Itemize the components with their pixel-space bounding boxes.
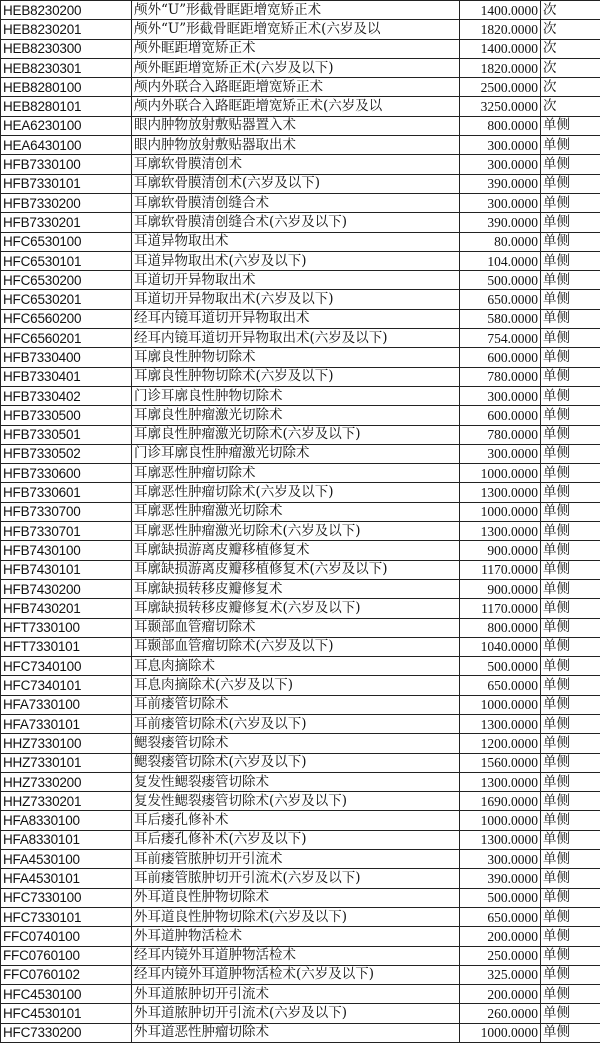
procedure-name-cell: 鳃裂瘘管切除术: [132, 734, 460, 753]
procedure-name-cell: 眼内肿物放射敷贴器置入术: [132, 116, 460, 135]
price-cell: 650.0000: [460, 907, 541, 926]
unit-cell: 单侧: [541, 695, 600, 714]
unit-cell: 单侧: [541, 599, 600, 618]
table-row: [1, 174, 600, 193]
unit-cell: 次: [541, 39, 600, 58]
table-row: [1, 772, 600, 791]
procedure-code-cell: HFA7330100: [1, 695, 132, 714]
procedure-code-cell: HFB7330401: [1, 367, 132, 386]
unit-cell: 单侧: [541, 714, 600, 733]
procedure-code-cell: HFB7330501: [1, 425, 132, 444]
unit-cell: 单侧: [541, 869, 600, 888]
price-cell: 2500.0000: [460, 78, 541, 97]
price-cell: 390.0000: [460, 213, 541, 232]
unit-cell: 单侧: [541, 348, 600, 367]
procedure-code-cell: HFC6530100: [1, 232, 132, 251]
unit-cell: 单侧: [541, 386, 600, 405]
table-row: [1, 850, 600, 869]
price-cell: 900.0000: [460, 541, 541, 560]
procedure-code-cell: HEA6230100: [1, 116, 132, 135]
procedure-name-cell: 耳廓缺损转移皮瓣修复术(六岁及以下): [132, 599, 460, 618]
table-row: [1, 560, 600, 579]
procedure-name-cell: 耳后瘘孔修补术(六岁及以下): [132, 830, 460, 849]
table-row: [1, 599, 600, 618]
procedure-code-cell: HFB7330500: [1, 406, 132, 425]
price-cell: 300.0000: [460, 193, 541, 212]
price-cell: 500.0000: [460, 271, 541, 290]
procedure-name-cell: 外耳道脓肿切开引流术: [132, 985, 460, 1004]
procedure-code-cell: HFT7330101: [1, 637, 132, 656]
procedure-name-cell: 耳息肉摘除术: [132, 657, 460, 676]
procedure-code-cell: HEB8230200: [1, 1, 132, 20]
table-row: [1, 348, 600, 367]
procedure-name-cell: 经耳内镜耳道切开异物取出术: [132, 309, 460, 328]
price-cell: 1300.0000: [460, 483, 541, 502]
unit-cell: 单侧: [541, 116, 600, 135]
procedure-name-cell: 外耳道脓肿切开引流术(六岁及以下): [132, 1004, 460, 1023]
unit-cell: 单侧: [541, 425, 600, 444]
unit-cell: 单侧: [541, 946, 600, 965]
table-row: [1, 811, 600, 830]
procedure-code-cell: HFB7330200: [1, 193, 132, 212]
procedure-name-cell: 耳廓良性肿瘤激光切除术: [132, 406, 460, 425]
table-row: [1, 97, 600, 116]
table-row: [1, 290, 600, 309]
procedure-name-cell: 耳廓软骨膜清创缝合术(六岁及以下): [132, 213, 460, 232]
procedure-code-cell: HEB8230201: [1, 20, 132, 39]
procedure-code-cell: HFB7330101: [1, 174, 132, 193]
table-row: [1, 502, 600, 521]
unit-cell: 次: [541, 97, 600, 116]
table-row: [1, 579, 600, 598]
procedure-name-cell: 耳廓良性肿物切除术: [132, 348, 460, 367]
price-cell: 390.0000: [460, 869, 541, 888]
procedure-code-cell: HEB8280100: [1, 78, 132, 97]
table-row: [1, 927, 600, 946]
price-cell: 1820.0000: [460, 20, 541, 39]
table-row: [1, 965, 600, 984]
procedure-code-cell: HEB8280101: [1, 97, 132, 116]
unit-cell: 次: [541, 58, 600, 77]
procedure-name-cell: 耳颞部血管瘤切除术(六岁及以下): [132, 637, 460, 656]
procedure-code-cell: HFA8330100: [1, 811, 132, 830]
procedure-code-cell: HFB7430100: [1, 541, 132, 560]
price-cell: 300.0000: [460, 155, 541, 174]
price-cell: 250.0000: [460, 946, 541, 965]
table-row: [1, 1004, 600, 1023]
price-cell: 780.0000: [460, 367, 541, 386]
table-row: [1, 271, 600, 290]
procedure-name-cell: 耳前瘘管切除术: [132, 695, 460, 714]
table-row: [1, 406, 600, 425]
price-cell: 754.0000: [460, 329, 541, 348]
unit-cell: 单侧: [541, 444, 600, 463]
price-cell: 390.0000: [460, 174, 541, 193]
table-row: [1, 753, 600, 772]
procedure-code-cell: HEB8230300: [1, 39, 132, 58]
procedure-code-cell: HFA8330101: [1, 830, 132, 849]
unit-cell: 单侧: [541, 772, 600, 791]
procedure-name-cell: 经耳内镜外耳道肿物活检术(六岁及以下): [132, 965, 460, 984]
price-cell: 1000.0000: [460, 811, 541, 830]
procedure-name-cell: 耳廓恶性肿瘤激光切除术(六岁及以下): [132, 522, 460, 541]
price-cell: 650.0000: [460, 290, 541, 309]
price-cell: 1300.0000: [460, 830, 541, 849]
table-row: [1, 830, 600, 849]
unit-cell: 次: [541, 78, 600, 97]
unit-cell: 单侧: [541, 464, 600, 483]
table-row: [1, 78, 600, 97]
table-row: [1, 386, 600, 405]
unit-cell: 单侧: [541, 734, 600, 753]
table-row: [1, 329, 600, 348]
procedure-code-cell: HFB7330701: [1, 522, 132, 541]
unit-cell: 单侧: [541, 329, 600, 348]
procedure-code-cell: HFB7330601: [1, 483, 132, 502]
price-cell: 200.0000: [460, 927, 541, 946]
procedure-code-cell: HHZ7330100: [1, 734, 132, 753]
table-row: [1, 20, 600, 39]
procedure-code-cell: HFC7330101: [1, 907, 132, 926]
unit-cell: 单侧: [541, 888, 600, 907]
procedure-code-cell: HFB7430201: [1, 599, 132, 618]
procedure-name-cell: 耳道异物取出术(六岁及以下): [132, 251, 460, 270]
price-cell: 1560.0000: [460, 753, 541, 772]
procedure-code-cell: HFC7330100: [1, 888, 132, 907]
price-cell: 1690.0000: [460, 792, 541, 811]
table-row: [1, 792, 600, 811]
procedure-code-cell: FFC0760102: [1, 965, 132, 984]
procedure-code-cell: HFB7330400: [1, 348, 132, 367]
table-row: [1, 232, 600, 251]
procedure-code-cell: HFC7340101: [1, 676, 132, 695]
procedure-name-cell: 耳后瘘孔修补术: [132, 811, 460, 830]
procedure-name-cell: 耳廓缺损转移皮瓣修复术: [132, 579, 460, 598]
procedure-name-cell: 耳廓良性肿瘤激光切除术(六岁及以下): [132, 425, 460, 444]
unit-cell: 单侧: [541, 792, 600, 811]
unit-cell: 单侧: [541, 483, 600, 502]
procedure-name-cell: 颅内外联合入路眶距增宽矫正术: [132, 78, 460, 97]
price-cell: 1200.0000: [460, 734, 541, 753]
procedure-code-cell: HFB7330402: [1, 386, 132, 405]
unit-cell: 单侧: [541, 174, 600, 193]
unit-cell: 单侧: [541, 193, 600, 212]
price-cell: 300.0000: [460, 386, 541, 405]
procedure-name-cell: 外耳道恶性肿瘤切除术: [132, 1023, 460, 1042]
table-body: [1, 1, 600, 1043]
procedure-code-cell: HFA4530100: [1, 850, 132, 869]
procedure-code-cell: HFC7340100: [1, 657, 132, 676]
price-cell: 200.0000: [460, 985, 541, 1004]
unit-cell: 次: [541, 20, 600, 39]
table-row: [1, 444, 600, 463]
price-cell: 1400.0000: [460, 39, 541, 58]
table-row: [1, 1, 600, 20]
table-row: [1, 985, 600, 1004]
unit-cell: 单侧: [541, 927, 600, 946]
procedure-name-cell: 耳道切开异物取出术(六岁及以下): [132, 290, 460, 309]
price-cell: 650.0000: [460, 676, 541, 695]
procedure-code-cell: HFC4530101: [1, 1004, 132, 1023]
unit-cell: 单侧: [541, 676, 600, 695]
price-cell: 1000.0000: [460, 502, 541, 521]
procedure-name-cell: 外耳道良性肿物切除术: [132, 888, 460, 907]
price-cell: 800.0000: [460, 618, 541, 637]
price-cell: 580.0000: [460, 309, 541, 328]
unit-cell: 单侧: [541, 213, 600, 232]
procedure-name-cell: 耳息肉摘除术(六岁及以下): [132, 676, 460, 695]
procedure-code-cell: HFC4530100: [1, 985, 132, 1004]
table-row: [1, 946, 600, 965]
table-row: [1, 541, 600, 560]
procedure-name-cell: 耳廓良性肿物切除术(六岁及以下): [132, 367, 460, 386]
procedure-code-cell: HFB7330100: [1, 155, 132, 174]
unit-cell: 单侧: [541, 850, 600, 869]
price-cell: 1170.0000: [460, 560, 541, 579]
procedure-name-cell: 耳前瘘管脓肿切开引流术(六岁及以下): [132, 869, 460, 888]
price-cell: 1300.0000: [460, 772, 541, 791]
procedure-name-cell: 门诊耳廓良性肿瘤激光切除术: [132, 444, 460, 463]
procedure-code-cell: HFC6560201: [1, 329, 132, 348]
price-cell: 1170.0000: [460, 599, 541, 618]
procedure-code-cell: HEA6430100: [1, 136, 132, 155]
procedure-name-cell: 耳前瘘管切除术(六岁及以下): [132, 714, 460, 733]
procedure-name-cell: 耳颞部血管瘤切除术: [132, 618, 460, 637]
procedure-name-cell: 耳道切开异物取出术: [132, 271, 460, 290]
procedure-name-cell: 颅外眶距增宽矫正术: [132, 39, 460, 58]
procedure-code-cell: HFC7330200: [1, 1023, 132, 1042]
procedure-code-cell: HFB7330201: [1, 213, 132, 232]
procedure-code-cell: HEB8230301: [1, 58, 132, 77]
unit-cell: 单侧: [541, 579, 600, 598]
price-cell: 780.0000: [460, 425, 541, 444]
table-row: [1, 39, 600, 58]
procedure-name-cell: 耳廓软骨膜清创术(六岁及以下): [132, 174, 460, 193]
unit-cell: 单侧: [541, 618, 600, 637]
price-cell: 1820.0000: [460, 58, 541, 77]
unit-cell: 单侧: [541, 637, 600, 656]
table-row: [1, 637, 600, 656]
price-cell: 1000.0000: [460, 695, 541, 714]
table-row: [1, 58, 600, 77]
procedure-name-cell: 耳廓软骨膜清创缝合术: [132, 193, 460, 212]
table-row: [1, 116, 600, 135]
procedure-code-cell: HFB7430200: [1, 579, 132, 598]
unit-cell: 单侧: [541, 657, 600, 676]
price-cell: 900.0000: [460, 579, 541, 598]
unit-cell: 单侧: [541, 753, 600, 772]
procedure-code-cell: HHZ7330201: [1, 792, 132, 811]
procedure-code-cell: HFC6560200: [1, 309, 132, 328]
unit-cell: 单侧: [541, 985, 600, 1004]
procedure-name-cell: 经耳内镜耳道切开异物取出术(六岁及以下): [132, 329, 460, 348]
table-row: [1, 695, 600, 714]
procedure-name-cell: 耳廓恶性肿瘤切除术(六岁及以下): [132, 483, 460, 502]
price-cell: 104.0000: [460, 251, 541, 270]
price-cell: 300.0000: [460, 850, 541, 869]
procedure-name-cell: 颅外“U”形截骨眶距增宽矫正术: [132, 1, 460, 20]
price-cell: 300.0000: [460, 136, 541, 155]
price-cell: 300.0000: [460, 444, 541, 463]
table-row: [1, 1023, 600, 1042]
table-row: [1, 734, 600, 753]
table-row: [1, 888, 600, 907]
unit-cell: 单侧: [541, 136, 600, 155]
procedure-name-cell: 颅外眶距增宽矫正术(六岁及以下): [132, 58, 460, 77]
table-row: [1, 483, 600, 502]
procedure-name-cell: 经耳内镜外耳道肿物活检术: [132, 946, 460, 965]
table-row: [1, 714, 600, 733]
procedure-code-cell: HFC6530200: [1, 271, 132, 290]
procedure-name-cell: 耳廓恶性肿瘤激光切除术: [132, 502, 460, 521]
procedure-name-cell: 耳道异物取出术: [132, 232, 460, 251]
unit-cell: 单侧: [541, 271, 600, 290]
unit-cell: 单侧: [541, 830, 600, 849]
price-cell: 600.0000: [460, 406, 541, 425]
table-row: [1, 522, 600, 541]
table-row: [1, 251, 600, 270]
procedure-code-cell: HFA7330101: [1, 714, 132, 733]
procedure-name-cell: 外耳道肿物活检术: [132, 927, 460, 946]
price-cell: 500.0000: [460, 888, 541, 907]
table-row: [1, 618, 600, 637]
price-cell: 325.0000: [460, 965, 541, 984]
procedure-name-cell: 外耳道良性肿物切除术(六岁及以下): [132, 907, 460, 926]
price-cell: 800.0000: [460, 116, 541, 135]
unit-cell: 单侧: [541, 965, 600, 984]
unit-cell: 单侧: [541, 232, 600, 251]
procedure-code-cell: HFB7330502: [1, 444, 132, 463]
unit-cell: 单侧: [541, 1023, 600, 1042]
unit-cell: 单侧: [541, 811, 600, 830]
procedure-code-cell: HFB7330700: [1, 502, 132, 521]
unit-cell: 单侧: [541, 1004, 600, 1023]
procedure-name-cell: 复发性鳃裂瘘管切除术: [132, 772, 460, 791]
price-cell: 500.0000: [460, 657, 541, 676]
price-cell: 260.0000: [460, 1004, 541, 1023]
table-row: [1, 869, 600, 888]
price-cell: 1400.0000: [460, 1, 541, 20]
table-row: [1, 907, 600, 926]
procedure-name-cell: 耳前瘘管脓肿切开引流术: [132, 850, 460, 869]
procedure-code-cell: HFC6530101: [1, 251, 132, 270]
procedure-code-cell: HHZ7330101: [1, 753, 132, 772]
unit-cell: 单侧: [541, 367, 600, 386]
unit-cell: 单侧: [541, 907, 600, 926]
procedure-name-cell: 颅内外联合入路眶距增宽矫正术(六岁及以: [132, 97, 460, 116]
procedure-code-cell: FFC0740100: [1, 927, 132, 946]
unit-cell: 单侧: [541, 522, 600, 541]
procedure-name-cell: 耳廓缺损游离皮瓣移植修复术: [132, 541, 460, 560]
procedure-name-cell: 耳廓恶性肿瘤切除术: [132, 464, 460, 483]
table-row: [1, 155, 600, 174]
table-row: [1, 136, 600, 155]
price-cell: 600.0000: [460, 348, 541, 367]
unit-cell: 单侧: [541, 406, 600, 425]
price-cell: 80.0000: [460, 232, 541, 251]
table-row: [1, 193, 600, 212]
price-cell: 1000.0000: [460, 464, 541, 483]
table-row: [1, 309, 600, 328]
table-row: [1, 676, 600, 695]
procedure-code-cell: HFB7430101: [1, 560, 132, 579]
unit-cell: 单侧: [541, 502, 600, 521]
unit-cell: 单侧: [541, 290, 600, 309]
procedure-code-cell: HFA4530101: [1, 869, 132, 888]
table-row: [1, 213, 600, 232]
unit-cell: 单侧: [541, 155, 600, 174]
price-cell: 1300.0000: [460, 522, 541, 541]
procedure-code-cell: FFC0760100: [1, 946, 132, 965]
unit-cell: 单侧: [541, 309, 600, 328]
unit-cell: 次: [541, 1, 600, 20]
procedure-code-cell: HFT7330100: [1, 618, 132, 637]
procedure-name-cell: 门诊耳廓良性肿物切除术: [132, 386, 460, 405]
unit-cell: 单侧: [541, 560, 600, 579]
price-cell: 3250.0000: [460, 97, 541, 116]
price-cell: 1040.0000: [460, 637, 541, 656]
procedure-code-cell: HHZ7330200: [1, 772, 132, 791]
procedure-code-cell: HFC6530201: [1, 290, 132, 309]
procedure-name-cell: 颅外“U”形截骨眶距增宽矫正术(六岁及以: [132, 20, 460, 39]
procedure-code-cell: HFB7330600: [1, 464, 132, 483]
procedure-name-cell: 复发性鳃裂瘘管切除术(六岁及以下): [132, 792, 460, 811]
procedure-name-cell: 鳃裂瘘管切除术(六岁及以下): [132, 753, 460, 772]
table-row: [1, 464, 600, 483]
procedure-name-cell: 耳廓缺损游离皮瓣移植修复术(六岁及以下): [132, 560, 460, 579]
procedure-name-cell: 耳廓软骨膜清创术: [132, 155, 460, 174]
procedure-name-cell: 眼内肿物放射敷贴器取出术: [132, 136, 460, 155]
unit-cell: 单侧: [541, 251, 600, 270]
table-row: [1, 367, 600, 386]
price-cell: 1000.0000: [460, 1023, 541, 1042]
table-row: [1, 425, 600, 444]
unit-cell: 单侧: [541, 541, 600, 560]
table-row: [1, 657, 600, 676]
price-cell: 1300.0000: [460, 714, 541, 733]
